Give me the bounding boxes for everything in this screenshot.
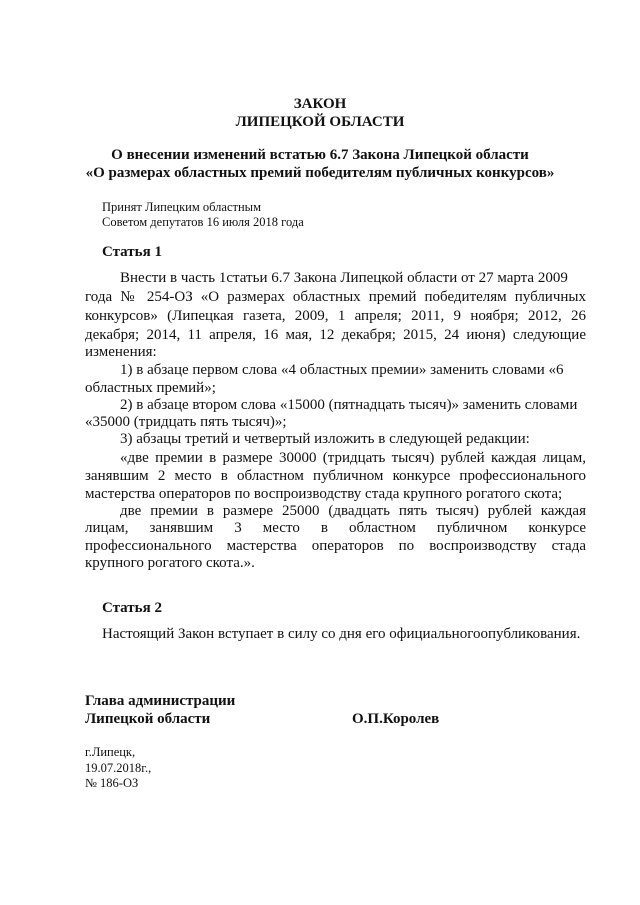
article1-line: мастерства операторов по воспроизводству стада крупного рогатого скота; [85,486,563,502]
article2-text: Настоящий Закон вступает в силу со дня его официальногоопубликования. [102,626,581,642]
article1-line: 1) в абзаце первом слова «4 областных премии» заменить словами «6 [120,362,564,378]
article1-line: крупного рогатого скота.». [85,555,255,571]
law-header-line1: ЗАКОН [293,96,347,112]
signature-role-line2: Липецкой области [85,711,211,727]
article1-line: конкурсов» (Липецкая газета, 2009, 1 апреля; 2011, 9 ноября; 2012, 26 [85,308,586,324]
article1-line: «35000 (тридцать пять тысяч)»; [85,414,287,430]
signature-name: О.П.Королев [352,711,440,727]
law-title-line2: «О размерах областных премий победителям публичных конкурсов» [85,165,555,181]
footer-date: 19.07.2018г., [85,761,152,775]
law-header-line2: ЛИПЕЦКОЙ ОБЛАСТИ [235,114,405,130]
signature-role-line1: Глава администрации [85,693,236,709]
article2-heading: Статья 2 [102,600,162,616]
article1-line: областных премий»; [85,380,216,396]
adopted-line2: Советом депутатов 16 июля 2018 года [102,215,304,229]
article1-line: 2) в абзаце втором слова «15000 (пятнадцать тысяч)» заменить словами [120,397,578,413]
footer-number: № 186-ОЗ [85,776,139,790]
article1-line: «две премии в размере 30000 (тридцать тысяч) рублей каждая лицам, [120,450,586,466]
article1-line: декабря; 2014, 11 апреля, 16 мая, 12 декабря; 2015, 24 июня) следующие [85,327,586,343]
article1-line: Внести в часть 1статьи 6.7 Закона Липецкой области от 27 марта 2009 [120,270,568,286]
footer-city: г.Липецк, [85,745,136,759]
adopted-line1: Принят Липецким областным [102,200,261,214]
article1-line: профессионального мастерства операторов по воспроизводству стада [85,538,586,554]
article1-line: занявшим 2 место в областном публичном конкурсе профессионального [85,468,586,484]
article1-line: две премии в размере 25000 (двадцать пять тысяч) рублей каждая [120,503,586,519]
article1-line: 3) абзацы третий и четвертый изложить в следующей редакции: [120,431,530,447]
law-title-line1: О внесении изменений встатью 6.7 Закона Липецкой области [111,147,529,163]
article1-heading: Статья 1 [102,244,162,260]
article1-line: лицам, занявшим 3 место в областном публичном конкурсе [85,520,586,536]
article1-line: года № 254-ОЗ «О размерах областных премий победителям публичных [85,289,586,305]
article1-line: изменения: [85,344,157,360]
